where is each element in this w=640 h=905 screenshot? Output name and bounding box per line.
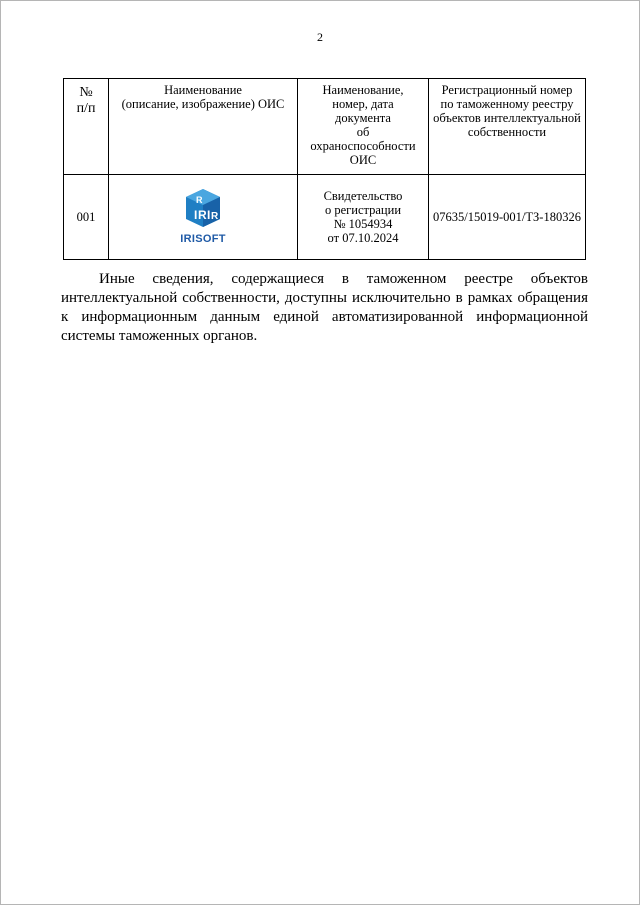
header-document (298, 79, 429, 175)
header-number-line: п/п (76, 101, 96, 116)
irisoft-logo-mark (182, 189, 224, 227)
header-registration-line: объектов интеллектуальной (433, 111, 581, 125)
row-document-line: Свидетельство (323, 189, 403, 203)
row-document (298, 175, 429, 260)
header-document-line: документа (335, 111, 391, 125)
header-registration-line: собственности (467, 125, 547, 139)
header-registration-line: по таможенному реестру (440, 97, 574, 111)
header-registration-line: Регистрационный номер (441, 83, 573, 97)
header-name (109, 79, 298, 175)
header-document-line: ОИС (349, 153, 377, 167)
svg-text:I: I (207, 207, 211, 222)
header-number-line: № (79, 85, 93, 100)
header-document-line: охраноспособности (310, 139, 416, 153)
header-name-line: Наименование (164, 83, 242, 97)
header-document-line: Наименование, (322, 83, 404, 97)
row-number: 001 (64, 175, 109, 260)
header-name-line: (описание, изображение) ОИС (121, 97, 285, 111)
svg-text:R: R (211, 210, 219, 222)
row-document-line: о регистрации (324, 203, 402, 217)
header-number (64, 79, 109, 175)
page-number: 2 (317, 30, 323, 44)
svg-text:I: I (194, 207, 198, 222)
row-document-line: № 1054934 (333, 217, 393, 231)
irisoft-logo (180, 189, 226, 246)
table-header-row (64, 79, 586, 175)
header-registration (429, 79, 586, 175)
row-image (109, 175, 298, 260)
info-paragraph: Иные сведения, содержащиеся в таможенном реестре объектов интеллектуальной собственности, доступны исключительно в рамках обращения к информационным данным единой автоматизированной информационной системы таможенных органов. (61, 271, 588, 344)
registry-table (63, 78, 586, 260)
table-row (64, 175, 586, 260)
svg-text:R: R (196, 194, 203, 205)
svg-text:R: R (198, 207, 207, 222)
row-document-line: от 07.10.2024 (327, 231, 399, 245)
irisoft-logo-text: IRISOFT (180, 232, 226, 245)
header-document-line: номер, дата (332, 97, 394, 111)
header-document-line: об (356, 125, 370, 139)
row-registration-number: 07635/15019-001/ТЗ-180326 (429, 175, 586, 260)
